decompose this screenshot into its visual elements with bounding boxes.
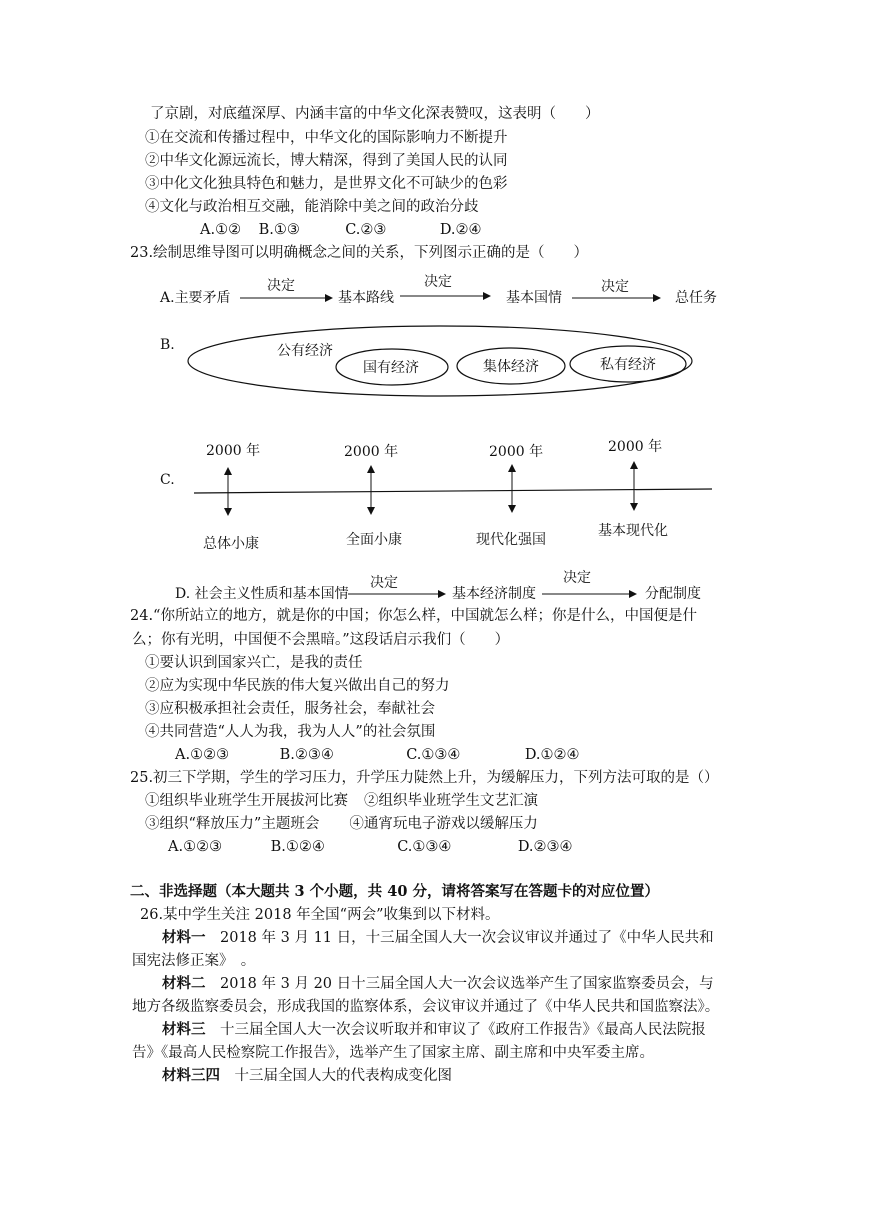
q23-c-goal-3: 现代化强国 <box>476 532 546 548</box>
q24-item-2: ②应为实现中华民族的伟大复兴做出自己的努力 <box>145 678 450 694</box>
q24-item-1: ①要认识到国家兴亡，是我的责任 <box>145 655 363 671</box>
q26-material-4 <box>162 1066 452 1086</box>
q24-stem-line-1: 24.“你所站立的地方，就是你的中国；你怎么样，中国就怎么样；你是什么，中国便是什 <box>130 608 697 624</box>
q25-options <box>168 837 573 857</box>
q22-item-2: ②中华文化源远流长，博大精深，得到了美国人民的认同 <box>145 153 508 169</box>
q26-material-1-label: 材料一 <box>162 929 206 946</box>
q23-a-arrow-label-3: 决定 <box>601 279 629 295</box>
q24-option-c[interactable]: C.①③④ <box>406 747 461 763</box>
q25-item-1: ①组织毕业班学生开展拔河比赛 <box>145 793 348 809</box>
q22-item-4: ④文化与政治相互交融，能消除中美之间的政治分歧 <box>145 199 479 215</box>
q26-material-1-text-2: 国宪法修正案》 。 <box>132 953 256 969</box>
q23-c-goal-2: 全面小康 <box>346 532 402 548</box>
q26-material-2-label: 材料二 <box>162 975 206 992</box>
q25-row-1 <box>145 791 538 811</box>
q26-material-3-label: 材料三 <box>162 1021 206 1038</box>
q26-material-2-text-2: 地方各级监察委员会，形成我国的监察体系，会议审议并通过了《中华人民共和国监察法》。 <box>132 999 720 1015</box>
q26-material-2 <box>162 974 714 994</box>
q26-material-1 <box>162 928 714 948</box>
q25-item-3: ③组织“释放压力”主题班会 <box>145 816 320 832</box>
q23-c-year-3: 2000 年 <box>489 444 544 460</box>
q23-b-outer-label: 公有经济 <box>277 343 333 359</box>
q23-a-label: A.主要矛盾 <box>160 290 231 306</box>
q23-c-year-2: 2000 年 <box>344 444 399 460</box>
q22-item-3: ③中化文化独具特色和魅力，是世界文化不可缺少的色彩 <box>145 176 508 192</box>
q23-c-label: C. <box>160 472 175 488</box>
q26-stem: 26.某中学生关注 2018 年全国“两会”收集到以下材料。 <box>140 907 500 923</box>
q24-option-b[interactable]: B.②③④ <box>279 747 334 763</box>
q23-a-node-1: 基本路线 <box>338 290 394 306</box>
q24-options <box>175 745 580 765</box>
q23-d-arrow-label-2: 决定 <box>563 570 591 586</box>
section-2-heading: 二、非选择题（本大题共 3 个小题，共 40 分，请将答案写在答题卡的对应位置） <box>130 883 659 900</box>
q25-item-4: ④通宵玩电子游戏以缓解压力 <box>349 816 538 832</box>
q23-b-inner-label-1: 国有经济 <box>363 360 419 376</box>
q23-stem: 23.绘制思维导图可以明确概念之间的关系，下列图示正确的是（ ） <box>130 245 589 261</box>
q23-d-arrow-label-1: 决定 <box>370 575 398 591</box>
q26-material-4-label: 材料三四 <box>162 1067 220 1084</box>
q24-item-4: ④共同营造“人人为我，我为人人”的社会氛围 <box>145 724 436 740</box>
q22-option-a[interactable]: A.①② <box>200 222 242 238</box>
q22-option-d[interactable]: D.②④ <box>439 222 482 238</box>
q26-material-4-text: 十三届全国人大的代表构成变化图 <box>220 1068 452 1084</box>
q24-option-a[interactable]: A.①②③ <box>175 747 230 763</box>
q23-d-label: D. 社会主义性质和基本国情 <box>175 586 349 602</box>
q23-b-inner-label-2: 集体经济 <box>483 359 539 375</box>
q25-stem: 25.初三下学期，学生的学习压力，升学压力陡然上升，为缓解压力，下列方法可取的是（） <box>130 770 719 786</box>
q23-a-node-3: 总任务 <box>675 290 717 306</box>
q22-item-1: ①在交流和传播过程中，中华文化的国际影响力不断提升 <box>145 130 508 146</box>
q23-c-year-1: 2000 年 <box>206 443 261 459</box>
q23-a-arrow-label-2: 决定 <box>424 274 452 290</box>
q23-d-node-1: 基本经济制度 <box>452 586 536 602</box>
q25-item-2: ②组织毕业班学生文艺汇演 <box>364 793 538 809</box>
q25-option-b[interactable]: B.①②④ <box>270 839 325 855</box>
q26-material-3 <box>162 1020 706 1040</box>
q23-d-node-2: 分配制度 <box>645 586 701 602</box>
q24-option-d[interactable]: D.①②④ <box>524 747 580 763</box>
q23-c-goal-4: 基本现代化 <box>598 523 668 539</box>
q22-option-b[interactable]: B.①③ <box>258 222 300 238</box>
q23-c-goal-1: 总体小康 <box>203 536 259 552</box>
q23-a-arrow-label-1: 决定 <box>267 278 295 294</box>
q23-a-node-2: 基本国情 <box>506 290 562 306</box>
q26-material-1-text: 2018 年 3 月 11 日，十三届全国人大一次会议审议并通过了《中华人民共和 <box>205 930 714 946</box>
q26-material-2-text: 2018 年 3 月 20 日十三届全国人大一次会议选举产生了国家监察委员会，与 <box>205 976 714 992</box>
q25-option-d[interactable]: D.②③④ <box>517 839 573 855</box>
q24-item-3: ③应积极承担社会责任，服务社会，奉献社会 <box>145 701 435 717</box>
q22-option-c[interactable]: C.②③ <box>345 222 387 238</box>
q25-row-2 <box>145 814 538 834</box>
q22-stem: 了京剧，对底蕴深厚、内涵丰富的中华文化深表赞叹，这表明（ ） <box>150 106 600 122</box>
q25-option-c[interactable]: C.①③④ <box>397 839 452 855</box>
q26-material-3-text: 十三届全国人大一次会议听取并和审议了《政府工作报告》《最高人民法院报 <box>205 1022 706 1038</box>
q25-option-a[interactable]: A.①②③ <box>168 839 223 855</box>
q23-c-year-4: 2000 年 <box>608 439 663 455</box>
q23-b-label: B. <box>160 337 175 353</box>
q24-stem-line-2: 么；你有光明，中国便不会黑暗。”这段话启示我们（ ） <box>132 632 510 648</box>
q23-b-inner-label-3: 私有经济 <box>600 357 656 373</box>
q26-material-3-text-2: 告》《最高人民检察院工作报告》，选举产生了国家主席、副主席和中央军委主席。 <box>132 1045 654 1061</box>
